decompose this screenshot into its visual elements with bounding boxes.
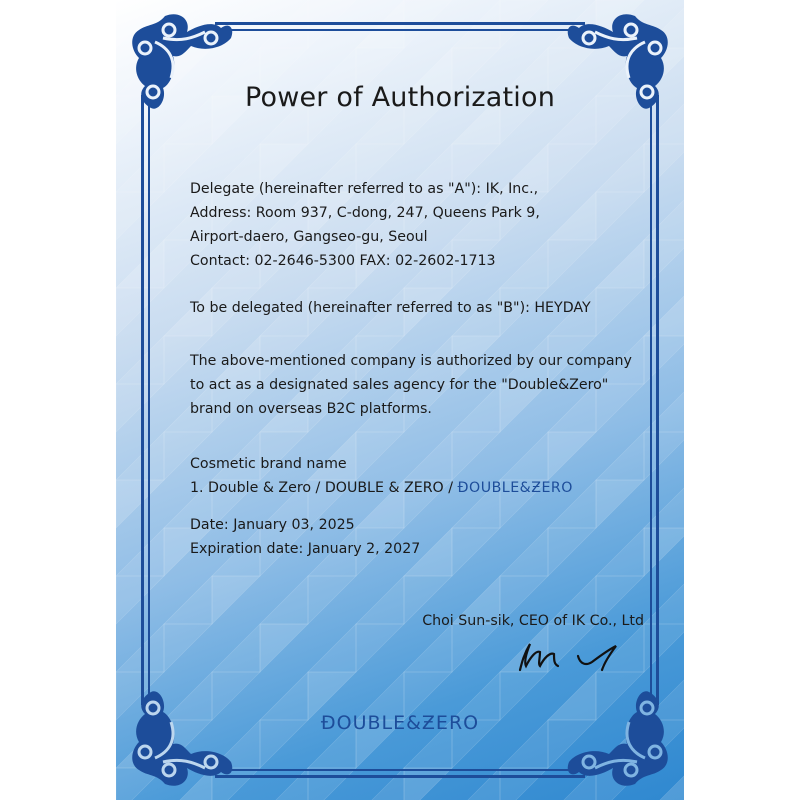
pattern-triangle: [260, 624, 308, 672]
frame-bottom-inner: [215, 769, 585, 771]
frame-left-inner: [148, 95, 150, 705]
pattern-triangle: [212, 624, 260, 672]
contact-line: Contact: 02-2646-5300 FAX: 02-2602-1713: [190, 253, 496, 269]
corner-ornament-bottom-left: [125, 682, 235, 792]
pattern-triangle: [356, 576, 404, 624]
expiration-date: Expiration date: January 2, 2027: [190, 541, 421, 557]
pattern-triangle: [164, 624, 212, 672]
pattern-triangle: [116, 480, 164, 528]
pattern-triangle: [356, 768, 404, 800]
brand-logo-text: ĐOUBLE&ƵERO: [457, 480, 573, 496]
pattern-triangle: [500, 768, 548, 800]
pattern-triangle: [116, 384, 164, 432]
authorization-line: to act as a designated sales agency for the "Double&Zero": [190, 377, 609, 393]
pattern-triangle: [452, 768, 500, 800]
delegated-block: [190, 296, 660, 320]
brand-item-text: 1. Double & Zero / DOUBLE & ZERO /: [190, 480, 458, 496]
document-title: Power of Authorization: [244, 82, 556, 113]
address-line: Address: Room 937, C-dong, 247, Queens Park 9,: [190, 205, 540, 221]
pattern-triangle: [116, 240, 164, 288]
delegate-block: [190, 177, 660, 273]
pattern-triangle: [404, 624, 452, 672]
authorization-block: [190, 349, 660, 421]
signer-name: Choi Sun-sik, CEO of IK Co., Ltd: [422, 613, 644, 629]
frame-top-outer: [215, 22, 585, 25]
pattern-triangle: [116, 192, 164, 240]
pattern-triangle: [356, 624, 404, 672]
delegate-line: Delegate (hereinafter referred to as "A"): IK, Inc.,: [190, 181, 539, 197]
pattern-triangle: [116, 624, 164, 672]
pattern-triangle: [308, 624, 356, 672]
issue-date: Date: January 03, 2025: [190, 517, 355, 533]
brand-block: [190, 452, 660, 500]
corner-ornament-bottom-right: [565, 682, 675, 792]
pattern-triangle: [452, 624, 500, 672]
delegated-line: To be delegated (hereinafter referred to as "B"): HEYDAY: [190, 300, 591, 316]
pattern-triangle: [116, 432, 164, 480]
authorization-line: brand on overseas B2C platforms.: [190, 401, 432, 417]
frame-bottom-outer: [215, 775, 585, 778]
pattern-triangle: [116, 336, 164, 384]
pattern-triangle: [260, 768, 308, 800]
signature: [510, 636, 630, 676]
pattern-triangle: [212, 576, 260, 624]
brand-heading: Cosmetic brand name: [190, 456, 347, 472]
frame-top-inner: [215, 29, 585, 31]
brand-item: [190, 476, 660, 500]
authorization-line: The above-mentioned company is authorized by our company: [190, 353, 632, 369]
frame-left-outer: [141, 95, 144, 705]
pattern-triangle: [164, 576, 212, 624]
pattern-triangle: [116, 576, 164, 624]
pattern-triangle: [116, 288, 164, 336]
pattern-triangle: [308, 576, 356, 624]
address-line-2: Airport-daero, Gangseo-gu, Seoul: [190, 229, 428, 245]
pattern-triangle: [308, 768, 356, 800]
pattern-triangle: [116, 528, 164, 576]
dates-block: [190, 513, 660, 561]
pattern-triangle: [404, 768, 452, 800]
footer-brand-logo: ĐOUBLE&ƵERO: [320, 712, 480, 734]
pattern-triangle: [116, 144, 164, 192]
pattern-triangle: [260, 576, 308, 624]
